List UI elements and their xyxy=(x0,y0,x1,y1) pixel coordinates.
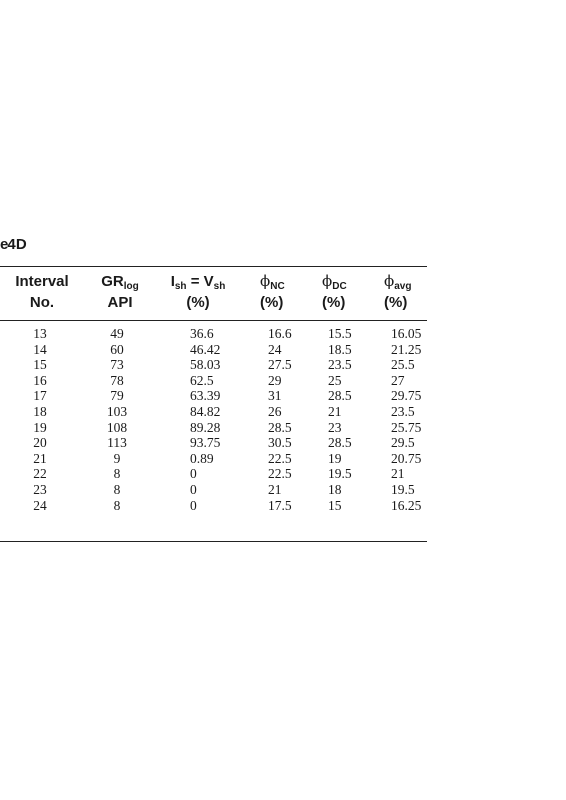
header-phi-dc: $\phi_{DC}$ (%) xyxy=(322,272,347,311)
cell-avg: 16.05 xyxy=(391,326,422,341)
table-row xyxy=(0,373,427,389)
cell-avg: 29.5 xyxy=(391,435,415,451)
cell-interval: 16 xyxy=(33,372,47,388)
cell-dc: 18.5 xyxy=(328,341,352,357)
cell-ish: 89.28 xyxy=(190,419,221,435)
cell-gr: 73 xyxy=(110,357,124,373)
cell-avg: 27 xyxy=(391,372,405,388)
cell-ish: 58.03 xyxy=(190,357,221,373)
cell-avg: 29.75 xyxy=(391,388,422,404)
cell-nc: 26 xyxy=(268,403,282,419)
cell-interval: 13 xyxy=(33,326,47,341)
cell-nc: 27.5 xyxy=(268,357,292,373)
cell-interval: 14 xyxy=(33,341,47,357)
cell-nc: 24 xyxy=(268,341,282,357)
cell-avg: 19.5 xyxy=(391,481,415,497)
header-phi-nc: $\phi_{NC}$ (%) xyxy=(260,272,285,311)
cell-ish: 93.75 xyxy=(190,435,221,451)
cell-avg: 21.25 xyxy=(391,341,422,357)
header-gr-log: $GR_{log}$ API xyxy=(101,273,139,311)
table-caption-text: 4D xyxy=(7,236,27,253)
table-row xyxy=(0,498,427,514)
cell-nc: 31 xyxy=(268,388,282,404)
cell-nc: 16.6 xyxy=(268,326,292,341)
cell-ish: 62.5 xyxy=(190,372,214,388)
cell-avg: 16.25 xyxy=(391,497,422,513)
cell-interval: 22 xyxy=(33,466,47,482)
cell-dc: 19 xyxy=(328,450,342,466)
caption-cut-glyph: e xyxy=(0,236,9,253)
cell-ish: 36.6 xyxy=(190,326,214,341)
table-row xyxy=(0,404,427,420)
cell-nc: 22.5 xyxy=(268,450,292,466)
cell-gr: 103 xyxy=(106,403,128,419)
cell-interval: 24 xyxy=(33,497,47,513)
cell-dc: 21 xyxy=(328,403,342,419)
cell-nc: 22.5 xyxy=(268,466,292,482)
cell-dc: 15 xyxy=(328,497,342,513)
cell-dc: 23.5 xyxy=(328,357,352,373)
table-row xyxy=(0,466,427,482)
table-row xyxy=(0,451,427,467)
cell-gr: 9 xyxy=(113,450,121,466)
cell-avg: 21 xyxy=(391,466,405,482)
cell-gr: 108 xyxy=(106,419,128,435)
cell-gr: 78 xyxy=(110,372,124,388)
cell-dc: 28.5 xyxy=(328,435,352,451)
cell-nc: 17.5 xyxy=(268,497,292,513)
cell-gr: 79 xyxy=(110,388,124,404)
cell-gr: 8 xyxy=(113,481,121,497)
table-row xyxy=(0,357,427,373)
cell-interval: 17 xyxy=(33,388,47,404)
table-row xyxy=(0,482,427,498)
cell-nc: 21 xyxy=(268,481,282,497)
cell-avg: 25.75 xyxy=(391,419,422,435)
table-row xyxy=(0,326,427,342)
cell-interval: 15 xyxy=(33,357,47,373)
header-bottom-rule xyxy=(0,320,427,321)
table-row xyxy=(0,342,427,358)
header-phi-avg: $\phi_{avg}$ (%) xyxy=(384,272,412,311)
table-row xyxy=(0,435,427,451)
cell-interval: 18 xyxy=(33,403,47,419)
cell-gr: 60 xyxy=(110,341,124,357)
cell-interval: 20 xyxy=(33,435,47,451)
cell-gr: 8 xyxy=(113,497,121,513)
table-body xyxy=(0,326,427,513)
cell-gr: 113 xyxy=(107,435,127,451)
cell-interval: 21 xyxy=(33,450,47,466)
cell-nc: 28.5 xyxy=(268,419,292,435)
cell-ish: 0 xyxy=(190,481,197,497)
cell-ish: 0 xyxy=(190,466,197,482)
cell-gr: 8 xyxy=(113,466,121,482)
cell-dc: 23 xyxy=(328,419,342,435)
cell-dc: 15.5 xyxy=(328,326,352,341)
table-row xyxy=(0,420,427,436)
cell-avg: 23.5 xyxy=(391,403,415,419)
cell-avg: 25.5 xyxy=(391,357,415,373)
header-interval: Interval No. xyxy=(15,273,69,311)
cell-dc: 19.5 xyxy=(328,466,352,482)
cell-avg: 20.75 xyxy=(391,450,422,466)
cell-nc: 30.5 xyxy=(268,435,292,451)
cell-dc: 18 xyxy=(328,481,342,497)
table-caption xyxy=(0,236,27,253)
table-bottom-rule xyxy=(0,541,427,542)
cell-ish: 0 xyxy=(190,497,197,513)
header-ish-vsh: $I_{sh} = V_{sh}$ (%) xyxy=(170,273,226,311)
cell-dc: 28.5 xyxy=(328,388,352,404)
cell-dc: 25 xyxy=(328,372,342,388)
cell-nc: 29 xyxy=(268,372,282,388)
cell-ish: 63.39 xyxy=(190,388,221,404)
cell-gr: 49 xyxy=(110,326,124,341)
cell-ish: 0.89 xyxy=(190,450,214,466)
table-row xyxy=(0,388,427,404)
cell-ish: 84.82 xyxy=(190,403,221,419)
table-top-rule xyxy=(0,266,427,267)
cell-interval: 19 xyxy=(33,419,47,435)
cell-ish: 46.42 xyxy=(190,341,221,357)
cell-interval: 23 xyxy=(33,481,47,497)
